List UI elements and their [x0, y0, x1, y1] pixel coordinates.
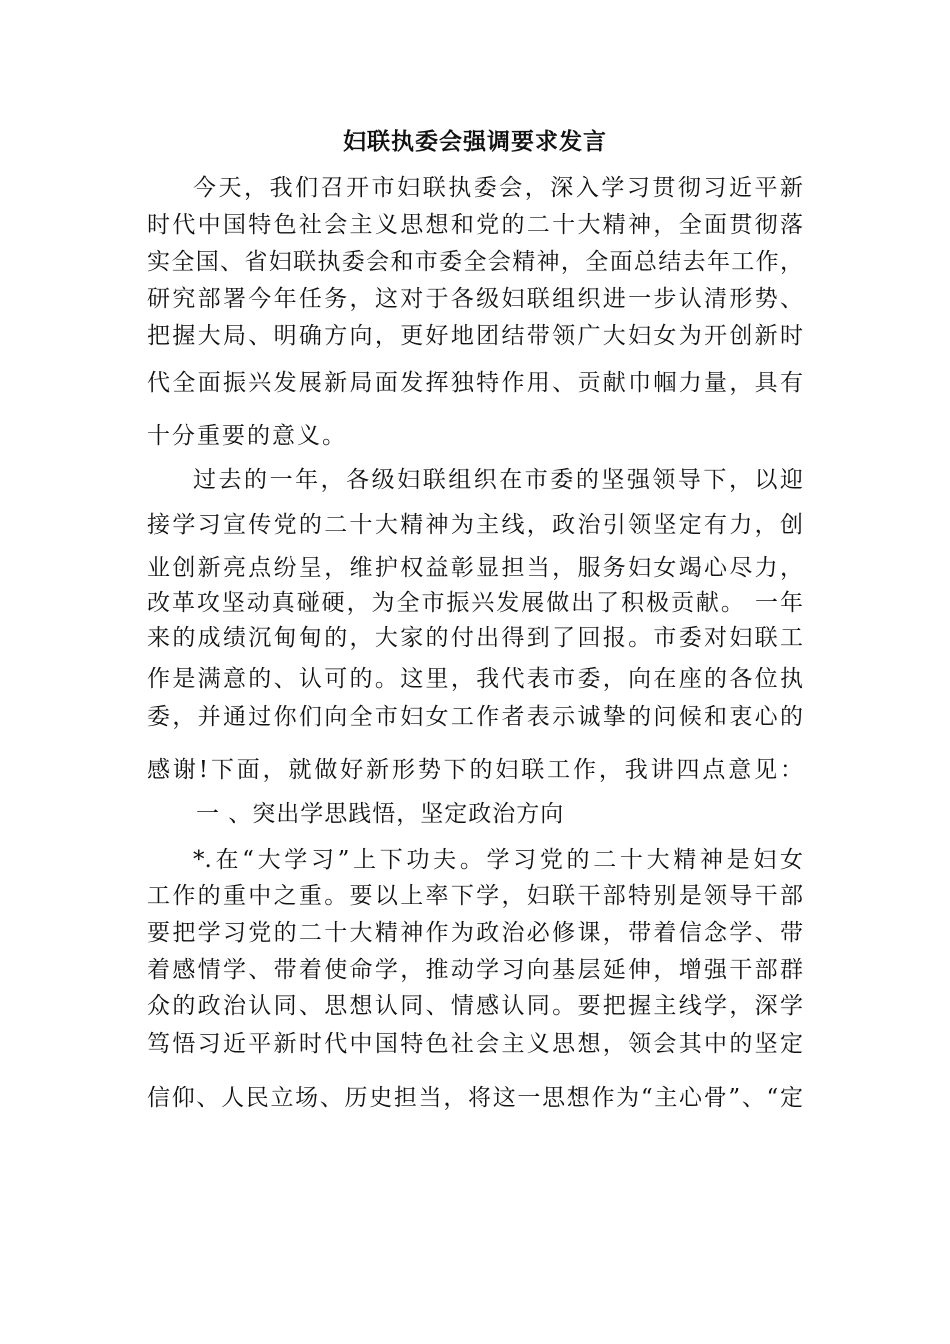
text-line: 业创新亮点纷呈，维护权益彰显担当，服务妇女竭心尽力， [147, 555, 803, 581]
text-line: 众的政治认同、思想认同、情感认同。要把握主线学，深学 [147, 993, 803, 1019]
text-line: 感谢!下面，就做好新形势下的妇联工作，我讲四点意见： [147, 757, 803, 783]
text-line: *.在“大学习”上下功夫。学习党的二十大精神是妇女 [193, 847, 803, 873]
text-line: 把握大局、明确方向，更好地团结带领广大妇女为开创新时 [147, 323, 803, 349]
text-line: 实全国、省妇联执委会和市委全会精神，全面总结去年工作， [147, 249, 803, 275]
text-line: 代全面振兴发展新局面发挥独特作用、贡献巾帼力量，具有 [147, 370, 803, 396]
text-line: 工作的重中之重。要以上率下学，妇联干部特别是领导干部 [147, 883, 803, 909]
text-line: 笃悟习近平新时代中国特色社会主义思想，领会其中的坚定 [147, 1031, 803, 1057]
text-line: 要把学习党的二十大精神作为政治必修课，带着信念学、带 [147, 920, 803, 946]
text-line: 委，并通过你们向全市妇女工作者表示诚挚的问候和衷心的 [147, 704, 803, 730]
document-title: 妇联执委会强调要求发言 [343, 128, 607, 155]
text-line: 着感情学、带着使命学，推动学习向基层延伸，增强干部群 [147, 957, 803, 983]
text-line: 接学习宣传党的二十大精神为主线，政治引领坚定有力，创 [147, 512, 803, 538]
section-heading: 一 、突出学思践悟，坚定政治方向 [196, 801, 565, 827]
text-line: 信仰、人民立场、历史担当，将这一思想作为“主心骨”、“定 [147, 1085, 803, 1111]
text-line: 改革攻坚动真碰硬，为全市振兴发展做出了积极贡献。 一年 [147, 590, 803, 616]
text-line: 过去的一年，各级妇联组织在市委的坚强领导下，以迎 [193, 467, 803, 493]
text-line: 时代中国特色社会主义思想和党的二十大精神，全面贯彻落 [147, 212, 803, 238]
text-line: 作是满意的、认可的。这里，我代表市委，向在座的各位执 [147, 666, 803, 692]
text-line: 十分重要的意义。 [147, 423, 347, 449]
text-line: 今天，我们召开市妇联执委会，深入学习贯彻习近平新 [193, 175, 803, 201]
text-line: 研究部署今年任务，这对于各级妇联组织进一步认清形势、 [147, 286, 803, 312]
text-line: 来的成绩沉甸甸的，大家的付出得到了回报。市委对妇联工 [147, 625, 803, 651]
